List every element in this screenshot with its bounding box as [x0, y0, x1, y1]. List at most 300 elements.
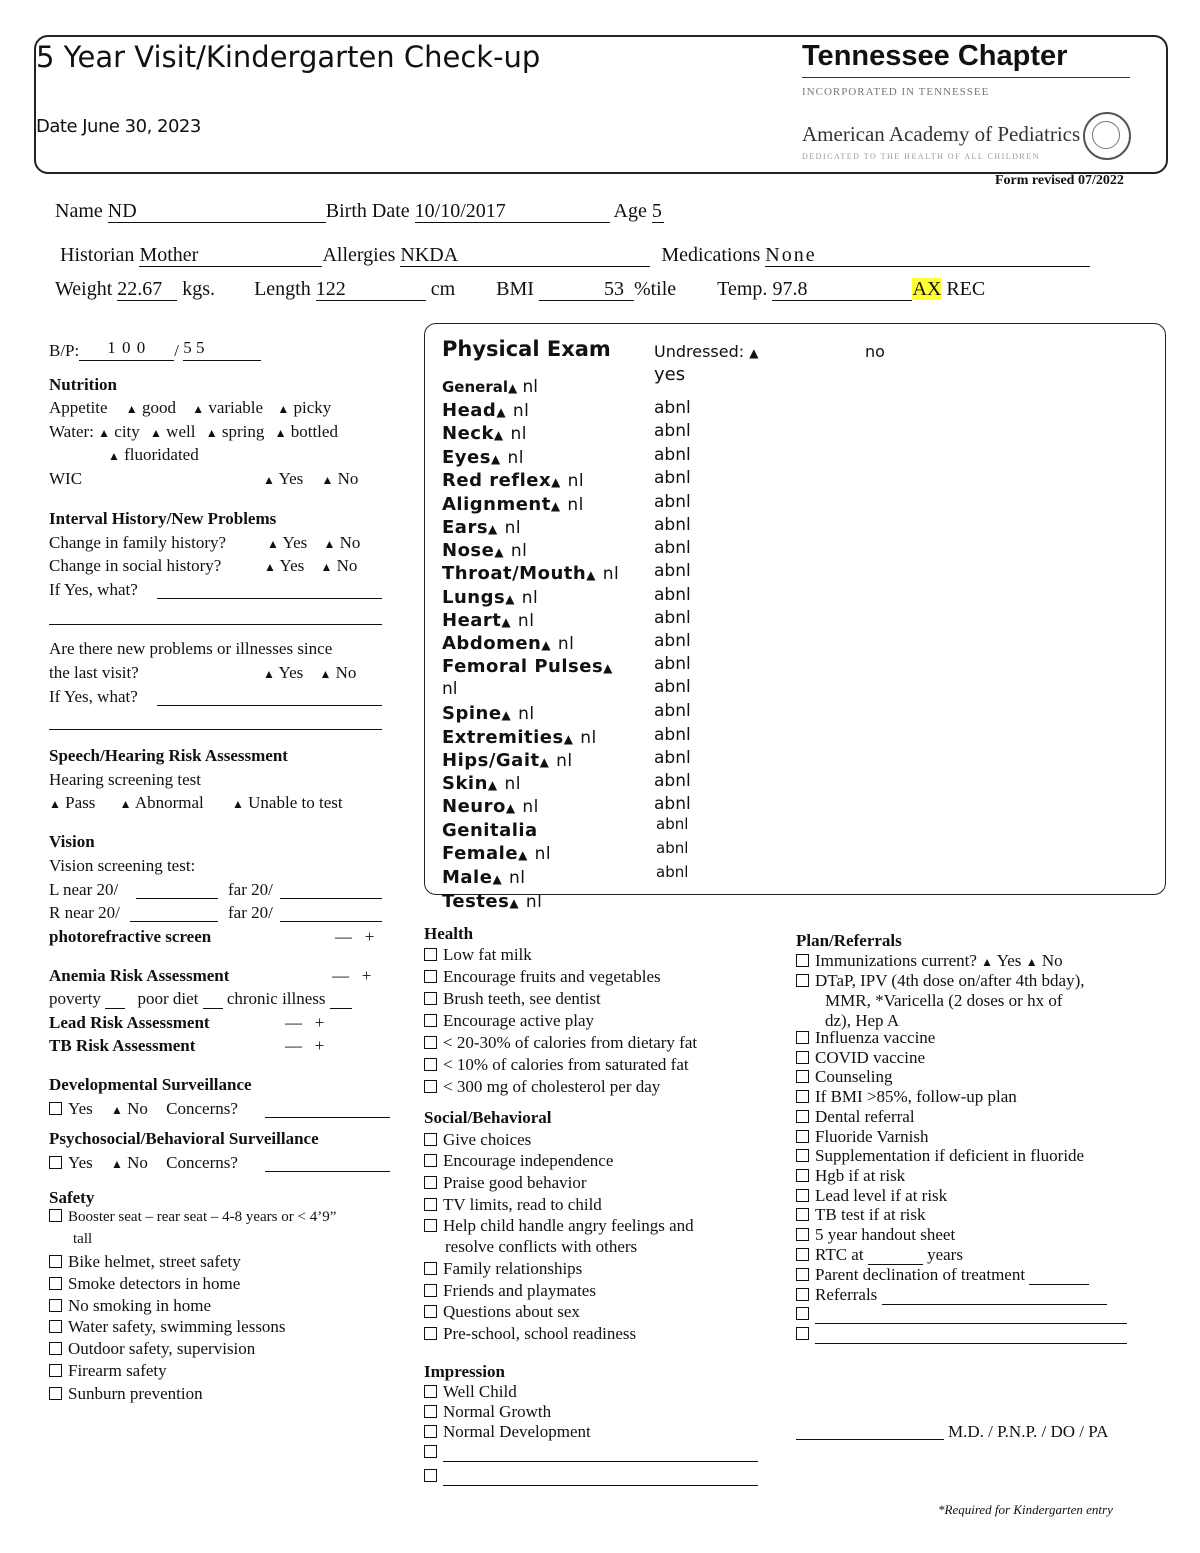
pe-row-nl[interactable]: nl	[522, 797, 539, 817]
pe-row-nl[interactable]: nl	[557, 634, 575, 654]
lead-plus: +	[314, 1013, 325, 1032]
bmi-value: 53	[603, 278, 624, 300]
pe-testes	[442, 891, 542, 912]
pe-undressed-label: Undressed:	[654, 342, 745, 361]
pe-femoral-nl[interactable]: nl	[442, 679, 458, 699]
safety-heading: Safety	[49, 1188, 95, 1207]
weight-label: Weight	[55, 278, 113, 300]
hearing-abnormal-icon[interactable]: ▲	[119, 797, 132, 811]
social-item-checkbox[interactable]	[424, 1327, 437, 1340]
pe-row	[442, 633, 574, 654]
problems-yes-icon[interactable]: ▲	[263, 667, 275, 681]
pe-row-nl-icon[interactable]: ▲	[586, 568, 596, 582]
pe-row-abnl[interactable]: abnl	[654, 608, 691, 628]
dtap-label-2: MMR, *Varicella (2 doses or hx of	[825, 991, 1063, 1010]
appetite-variable-icon[interactable]: ▲	[192, 402, 205, 416]
safety-item-checkbox[interactable]	[49, 1342, 62, 1355]
pe-row-nl-icon[interactable]: ▲	[563, 732, 574, 746]
plan-item-checkbox[interactable]	[796, 1169, 809, 1182]
social-no: No	[336, 556, 358, 575]
social-item-checkbox[interactable]	[424, 1176, 437, 1189]
pe-row	[442, 540, 527, 561]
pe-row-abnl[interactable]: abnl	[654, 398, 691, 418]
name-value: ND	[107, 200, 137, 222]
birth-label: Birth Date	[325, 200, 410, 222]
water-bottled: bottled	[290, 422, 338, 441]
pe-row-nl[interactable]: nl	[512, 401, 530, 421]
social-item-checkbox[interactable]	[424, 1154, 437, 1167]
health-item-checkbox[interactable]	[424, 1058, 437, 1071]
social-item-cont: resolve conflicts with others	[445, 1237, 638, 1256]
psych-yes-checkbox[interactable]	[49, 1156, 62, 1169]
pe-genitalia-abnl[interactable]: abnl	[656, 815, 689, 833]
anemia-minus: —	[332, 966, 349, 985]
water-label: Water:	[49, 422, 94, 441]
pe-row-nl-icon[interactable]: ▲	[505, 801, 516, 815]
pe-row-abnl[interactable]: abnl	[654, 771, 691, 791]
plan-item-label: Lead level if at risk	[815, 1185, 948, 1205]
pe-female-abnl[interactable]: abnl	[656, 839, 689, 857]
pe-testes-icon[interactable]: ▲	[509, 896, 520, 910]
health-item-checkbox[interactable]	[424, 1036, 437, 1049]
social-item-checkbox[interactable]	[424, 1198, 437, 1211]
social-item-label: Give choices	[443, 1130, 532, 1149]
dev-concerns-line[interactable]	[265, 1117, 390, 1118]
pe-row-nl-icon[interactable]: ▲	[501, 708, 512, 722]
pe-row	[442, 423, 527, 444]
pe-row-label: Femoral Pulses	[442, 656, 604, 677]
pe-row-nl[interactable]: nl	[521, 588, 539, 608]
pe-femoral-abnl-2[interactable]: abnl	[654, 677, 691, 697]
pe-general	[442, 377, 538, 397]
health-item-checkbox[interactable]	[424, 948, 437, 961]
immunizations-checkbox[interactable]	[796, 954, 809, 967]
social-item-checkbox[interactable]	[424, 1262, 437, 1275]
temp-ax[interactable]: AX	[912, 278, 942, 300]
pe-row-nl[interactable]: nl	[580, 728, 597, 748]
age-field[interactable]	[652, 200, 664, 223]
pe-male-abnl[interactable]: abnl	[656, 863, 689, 881]
pe-row-abnl[interactable]: abnl	[654, 585, 691, 605]
pe-row-abnl[interactable]: abnl	[654, 701, 691, 721]
plan-blank-2-line[interactable]	[815, 1327, 1127, 1344]
pe-row-nl[interactable]: nl	[518, 704, 535, 724]
safety-item-label: Outdoor safety, supervision	[68, 1339, 256, 1358]
pe-row-nl-icon[interactable]: ▲	[551, 475, 561, 489]
pe-row-label: Eyes	[442, 447, 491, 468]
social-yes-icon[interactable]: ▲	[264, 560, 276, 574]
pe-row-nl[interactable]: nl	[504, 774, 521, 794]
health-item-label: Brush teeth, see dentist	[443, 989, 601, 1008]
if-yes-label-2: If Yes, what?	[49, 687, 138, 706]
bp-systolic-value: 1 0 0	[107, 338, 147, 357]
photo-label: photorefractive screen	[49, 927, 212, 946]
plan-item	[796, 1225, 955, 1245]
historian-value: Mother	[139, 244, 199, 266]
historian-field[interactable]	[139, 244, 322, 267]
r-near-label: R near 20/	[49, 903, 120, 922]
pe-row-nl-icon[interactable]: ▲	[603, 661, 613, 675]
referrals-line[interactable]	[882, 1288, 1107, 1305]
health-item	[424, 989, 601, 1009]
pe-row-nl[interactable]: nl	[510, 541, 528, 561]
safety-item-checkbox[interactable]	[49, 1209, 62, 1222]
if-yes-line-2b[interactable]	[49, 729, 382, 730]
pe-row-abnl[interactable]: abnl	[654, 538, 691, 558]
pe-row-nl[interactable]: nl	[567, 471, 585, 491]
pe-row-nl-icon[interactable]: ▲	[493, 428, 504, 442]
chapter-divider	[802, 77, 1130, 78]
plan-dtap	[796, 971, 1085, 991]
rtc-years: years	[927, 1245, 963, 1264]
incorporated-text: INCORPORATED IN TENNESSEE	[802, 86, 990, 98]
pe-row-label: Lungs	[442, 587, 506, 608]
pe-female-icon[interactable]: ▲	[518, 848, 528, 862]
health-item	[424, 967, 661, 987]
pe-row-abnl[interactable]: abnl	[654, 515, 691, 535]
pe-row-abnl[interactable]: abnl	[654, 654, 691, 674]
social-item-checkbox[interactable]	[424, 1133, 437, 1146]
allergies-value: NKDA	[400, 244, 459, 266]
birth-value: 10/10/2017	[414, 200, 506, 222]
plan-item-checkbox[interactable]	[796, 1208, 809, 1221]
name-field[interactable]	[108, 200, 326, 223]
nutrition-heading: Nutrition	[49, 375, 117, 394]
bp-label: B/P:	[49, 341, 80, 360]
safety-item	[49, 1209, 336, 1226]
plan-item-checkbox[interactable]	[796, 1070, 809, 1083]
plan-item-checkbox[interactable]	[796, 1130, 809, 1143]
impression-item-checkbox[interactable]	[424, 1425, 437, 1438]
lead-options[interactable]	[285, 1013, 324, 1033]
bmi-label: BMI	[496, 278, 534, 300]
plan-item-checkbox[interactable]	[796, 1090, 809, 1103]
health-item-checkbox[interactable]	[424, 992, 437, 1005]
pe-undressed-yes[interactable]: yes	[654, 364, 686, 385]
poverty-label: poverty	[49, 989, 101, 1008]
pe-row	[442, 750, 573, 771]
pe-row	[442, 587, 538, 608]
pe-row-label: Neck	[442, 423, 494, 444]
if-yes-line-2[interactable]	[157, 705, 382, 706]
tb-options[interactable]	[285, 1036, 324, 1056]
problems-yes: Yes	[278, 663, 304, 682]
length-field[interactable]	[316, 278, 426, 301]
r-near-line[interactable]	[130, 921, 218, 922]
impression-blank-checkbox[interactable]	[424, 1469, 437, 1482]
plan-item-label: Dental referral	[815, 1106, 915, 1126]
chronic-line[interactable]	[330, 992, 352, 1009]
plan-item-label: If BMI >85%, follow-up plan	[815, 1087, 1017, 1107]
social-item-label: Praise good behavior	[443, 1173, 587, 1192]
if-yes-line-1[interactable]	[157, 598, 382, 599]
length-value: 122	[315, 278, 346, 300]
l-far-line[interactable]	[280, 898, 382, 899]
social-item-checkbox[interactable]	[424, 1284, 437, 1297]
pe-row-nl-icon[interactable]: ▲	[505, 592, 515, 606]
pe-row-nl[interactable]: nl	[507, 448, 524, 468]
appetite-picky-icon[interactable]: ▲	[277, 402, 290, 416]
pe-male-nl[interactable]: nl	[508, 868, 526, 888]
appetite-row	[49, 398, 331, 418]
pe-row-nl-icon[interactable]: ▲	[539, 755, 550, 769]
dtap-checkbox[interactable]	[796, 974, 809, 987]
psych-yes: Yes	[68, 1153, 93, 1172]
psych-no-icon[interactable]: ▲	[111, 1157, 123, 1171]
pe-row-abnl[interactable]: abnl	[654, 561, 691, 581]
social-no-icon[interactable]: ▲	[320, 560, 333, 574]
pe-row-nl[interactable]: nl	[602, 564, 620, 584]
psych-no: No	[127, 1153, 148, 1172]
safety-item-label: Water safety, swimming lessons	[68, 1317, 286, 1336]
r-far-label: far 20/	[228, 903, 273, 922]
pe-male-label: Male	[442, 867, 493, 888]
medications-field[interactable]	[765, 244, 1090, 267]
pe-row-nl-icon[interactable]: ▲	[494, 545, 505, 559]
bp-diastolic-field[interactable]	[183, 338, 261, 361]
bp-systolic-field[interactable]	[79, 338, 174, 361]
pe-testes-nl[interactable]: nl	[525, 892, 543, 912]
pe-undressed	[654, 342, 758, 361]
family-history-label: Change in family history?	[49, 533, 227, 552]
pe-title: Physical Exam	[442, 337, 611, 361]
safety-item-checkbox[interactable]	[49, 1277, 62, 1290]
pe-row-nl-icon[interactable]: ▲	[501, 615, 512, 629]
photo-options[interactable]	[335, 927, 374, 947]
weight-value: 22.67	[117, 278, 163, 300]
water-spring-icon[interactable]: ▲	[205, 426, 218, 440]
plan-item-checkbox[interactable]	[796, 1110, 809, 1123]
family-yes-icon[interactable]: ▲	[267, 537, 279, 551]
historian-row	[60, 244, 1090, 267]
pe-row-nl-icon[interactable]: ▲	[496, 405, 507, 419]
footnote: *Required for Kindergarten entry	[938, 1502, 1113, 1517]
signature-line[interactable]	[796, 1439, 944, 1440]
impression-item-checkbox[interactable]	[424, 1405, 437, 1418]
pe-row	[442, 773, 521, 794]
plan-item-label: Counseling	[815, 1067, 893, 1087]
problems-no-icon[interactable]: ▲	[319, 667, 332, 681]
bp-separator: /	[174, 341, 179, 360]
water-bottled-icon[interactable]: ▲	[274, 426, 287, 440]
water-well-icon[interactable]: ▲	[150, 426, 162, 440]
health-heading: Health	[424, 924, 474, 943]
plan-item	[796, 1028, 935, 1048]
health-item-label: Encourage active play	[443, 1011, 595, 1030]
social-item-label: Help child handle angry feelings and	[443, 1216, 694, 1235]
poor-diet-line[interactable]	[203, 992, 223, 1009]
pe-undressed-icon[interactable]: ▲	[749, 346, 759, 360]
rtc-checkbox[interactable]	[796, 1248, 809, 1261]
parent-decl-checkbox[interactable]	[796, 1268, 809, 1281]
psych-heading: Psychosocial/Behavioral Surveillance	[49, 1129, 319, 1148]
medications-value: None	[765, 244, 817, 266]
plan-immunizations	[796, 951, 1063, 971]
safety-item	[49, 1339, 255, 1359]
impression-blank-line[interactable]	[443, 1445, 758, 1462]
pe-row-abnl[interactable]: abnl	[654, 445, 691, 465]
pe-row	[442, 727, 597, 748]
parent-decl-line[interactable]	[1029, 1268, 1089, 1285]
plan-item-checkbox[interactable]	[796, 1228, 809, 1241]
immun-yes-icon[interactable]: ▲	[981, 955, 994, 969]
health-item-label: Encourage fruits and vegetables	[443, 967, 661, 986]
safety-item-checkbox[interactable]	[49, 1364, 62, 1377]
dev-yes-checkbox[interactable]	[49, 1102, 62, 1115]
pe-row-abnl[interactable]: abnl	[654, 492, 691, 512]
psych-concerns-label: Concerns?	[166, 1153, 238, 1172]
poverty-line[interactable]	[105, 992, 125, 1009]
dev-no-icon[interactable]: ▲	[111, 1103, 123, 1117]
immun-no-icon[interactable]: ▲	[1025, 955, 1038, 969]
wic-yes: Yes	[278, 469, 304, 488]
family-no: No	[339, 533, 361, 552]
pe-general-icon[interactable]: ▲	[508, 381, 518, 395]
pe-male-icon[interactable]: ▲	[492, 872, 503, 886]
pe-row-nl[interactable]: nl	[556, 751, 573, 771]
parent-decl-label: Parent declination of treatment	[815, 1265, 1026, 1284]
impression-heading: Impression	[424, 1362, 505, 1381]
social-item-checkbox[interactable]	[424, 1219, 437, 1232]
temp-rec[interactable]: REC	[946, 278, 986, 300]
hearing-unable-icon[interactable]: ▲	[232, 797, 244, 811]
plan-item-checkbox[interactable]	[796, 1149, 809, 1162]
pe-row-label: Ears	[442, 517, 489, 538]
lead-heading: Lead Risk Assessment	[49, 1013, 210, 1032]
safety-item-checkbox[interactable]	[49, 1387, 62, 1400]
hearing-pass-icon[interactable]: ▲	[49, 797, 61, 811]
appetite-variable: variable	[208, 398, 264, 417]
r-far-line[interactable]	[280, 921, 382, 922]
pe-row-nl[interactable]: nl	[517, 611, 535, 631]
plan-item-checkbox[interactable]	[796, 1051, 809, 1064]
pe-row-label: Abdomen	[442, 633, 542, 654]
visit-date: Date June 30, 2023	[36, 116, 201, 137]
pe-row-nl-icon[interactable]: ▲	[488, 522, 498, 536]
plan-blank-1-line[interactable]	[815, 1307, 1127, 1324]
plan-item	[796, 1087, 1017, 1107]
problems-no: No	[335, 663, 357, 682]
plan-blank-1-checkbox[interactable]	[796, 1307, 809, 1320]
pe-row-nl[interactable]: nl	[510, 424, 527, 444]
health-item	[424, 1055, 689, 1075]
water-city-icon[interactable]: ▲	[98, 426, 111, 440]
appetite-good-icon[interactable]: ▲	[125, 402, 138, 416]
vision-heading: Vision	[49, 832, 95, 851]
impression-blank	[424, 1442, 758, 1462]
pe-row-abnl[interactable]: abnl	[654, 631, 691, 651]
safety-item	[49, 1252, 241, 1272]
allergies-label: Allergies	[322, 244, 396, 266]
if-yes-line-1b[interactable]	[49, 624, 382, 625]
poor-diet-label: poor diet	[137, 989, 199, 1008]
pe-male	[442, 867, 525, 888]
family-yes: Yes	[282, 533, 308, 552]
weight-field[interactable]	[117, 278, 177, 301]
safety-item-label: Sunburn prevention	[68, 1384, 203, 1403]
birth-field[interactable]	[415, 200, 610, 223]
plan-item	[796, 1146, 1084, 1166]
appetite-label: Appetite	[49, 398, 108, 417]
impression-blank-line[interactable]	[443, 1469, 758, 1486]
referrals-label: Referrals	[815, 1285, 878, 1304]
health-item-checkbox[interactable]	[424, 1080, 437, 1093]
anemia-options[interactable]	[332, 966, 371, 986]
wic-no-icon[interactable]: ▲	[321, 473, 334, 487]
plan-item	[796, 1205, 925, 1225]
pe-row-abnl[interactable]: abnl	[654, 421, 691, 441]
pe-row-label: Spine	[442, 703, 502, 724]
pe-row-label: Red reflex	[442, 470, 552, 491]
pe-row-label: Alignment	[442, 494, 551, 515]
plan-blank-2-checkbox[interactable]	[796, 1327, 809, 1340]
impression-blank-checkbox[interactable]	[424, 1445, 437, 1458]
health-item-checkbox[interactable]	[424, 1014, 437, 1027]
pe-row	[442, 494, 584, 515]
if-yes-label-1: If Yes, what?	[49, 580, 138, 599]
impression-item	[424, 1382, 517, 1402]
dev-options	[49, 1099, 238, 1119]
temp-field[interactable]	[772, 278, 912, 301]
social-item-checkbox[interactable]	[424, 1305, 437, 1318]
allergies-field[interactable]	[400, 244, 650, 267]
impression-item-checkbox[interactable]	[424, 1385, 437, 1398]
psych-concerns-line[interactable]	[265, 1171, 390, 1172]
dtap-label-1: DTaP, IPV (4th dose on/after 4th bday),	[815, 971, 1085, 990]
plan-item	[796, 1166, 905, 1186]
pe-row-nl-icon[interactable]: ▲	[487, 778, 498, 792]
plan-item-checkbox[interactable]	[796, 1031, 809, 1044]
pe-row	[442, 656, 613, 677]
pe-row-abnl[interactable]: abnl	[654, 794, 691, 814]
health-item	[424, 1077, 660, 1097]
wic-no: No	[337, 469, 359, 488]
wic-options	[263, 469, 358, 489]
family-no-icon[interactable]: ▲	[323, 537, 336, 551]
impression-item-label: Well Child	[443, 1382, 517, 1401]
wic-yes-icon[interactable]: ▲	[263, 473, 275, 487]
pe-row-nl-icon[interactable]: ▲	[490, 452, 501, 466]
safety-item-checkbox[interactable]	[49, 1320, 62, 1333]
referrals-checkbox[interactable]	[796, 1288, 809, 1301]
pe-row-abnl[interactable]: abnl	[654, 468, 691, 488]
l-near-line[interactable]	[136, 898, 218, 899]
pe-undressed-no[interactable]: no	[865, 342, 885, 361]
pe-row-nl-icon[interactable]: ▲	[550, 499, 561, 513]
aap-name: American Academy of Pediatrics	[802, 122, 1081, 146]
bmi-field[interactable]	[539, 278, 634, 301]
safety-item-checkbox[interactable]	[49, 1299, 62, 1312]
safety-item-checkbox[interactable]	[49, 1255, 62, 1268]
pe-female-nl[interactable]: nl	[534, 844, 552, 864]
pe-row-abnl[interactable]: abnl	[654, 748, 691, 768]
social-item-label: Questions about sex	[443, 1302, 580, 1321]
pe-row-abnl[interactable]: abnl	[654, 725, 691, 745]
water-fluoridated-icon[interactable]: ▲	[108, 449, 120, 463]
health-item-checkbox[interactable]	[424, 970, 437, 983]
pe-row-nl[interactable]: nl	[504, 518, 522, 538]
plan-item-checkbox[interactable]	[796, 1189, 809, 1202]
anemia-heading: Anemia Risk Assessment	[49, 966, 230, 985]
form-title: 5 Year Visit/Kindergarten Check-up	[36, 40, 541, 74]
name-label: Name	[55, 200, 103, 222]
rtc-label: RTC at	[815, 1245, 864, 1264]
safety-item-label: Smoke detectors in home	[68, 1274, 241, 1293]
rtc-line[interactable]	[868, 1248, 923, 1265]
pe-general-nl[interactable]: nl	[522, 377, 538, 397]
pe-row-nl[interactable]: nl	[567, 495, 584, 515]
pe-row-nl-icon[interactable]: ▲	[541, 638, 552, 652]
